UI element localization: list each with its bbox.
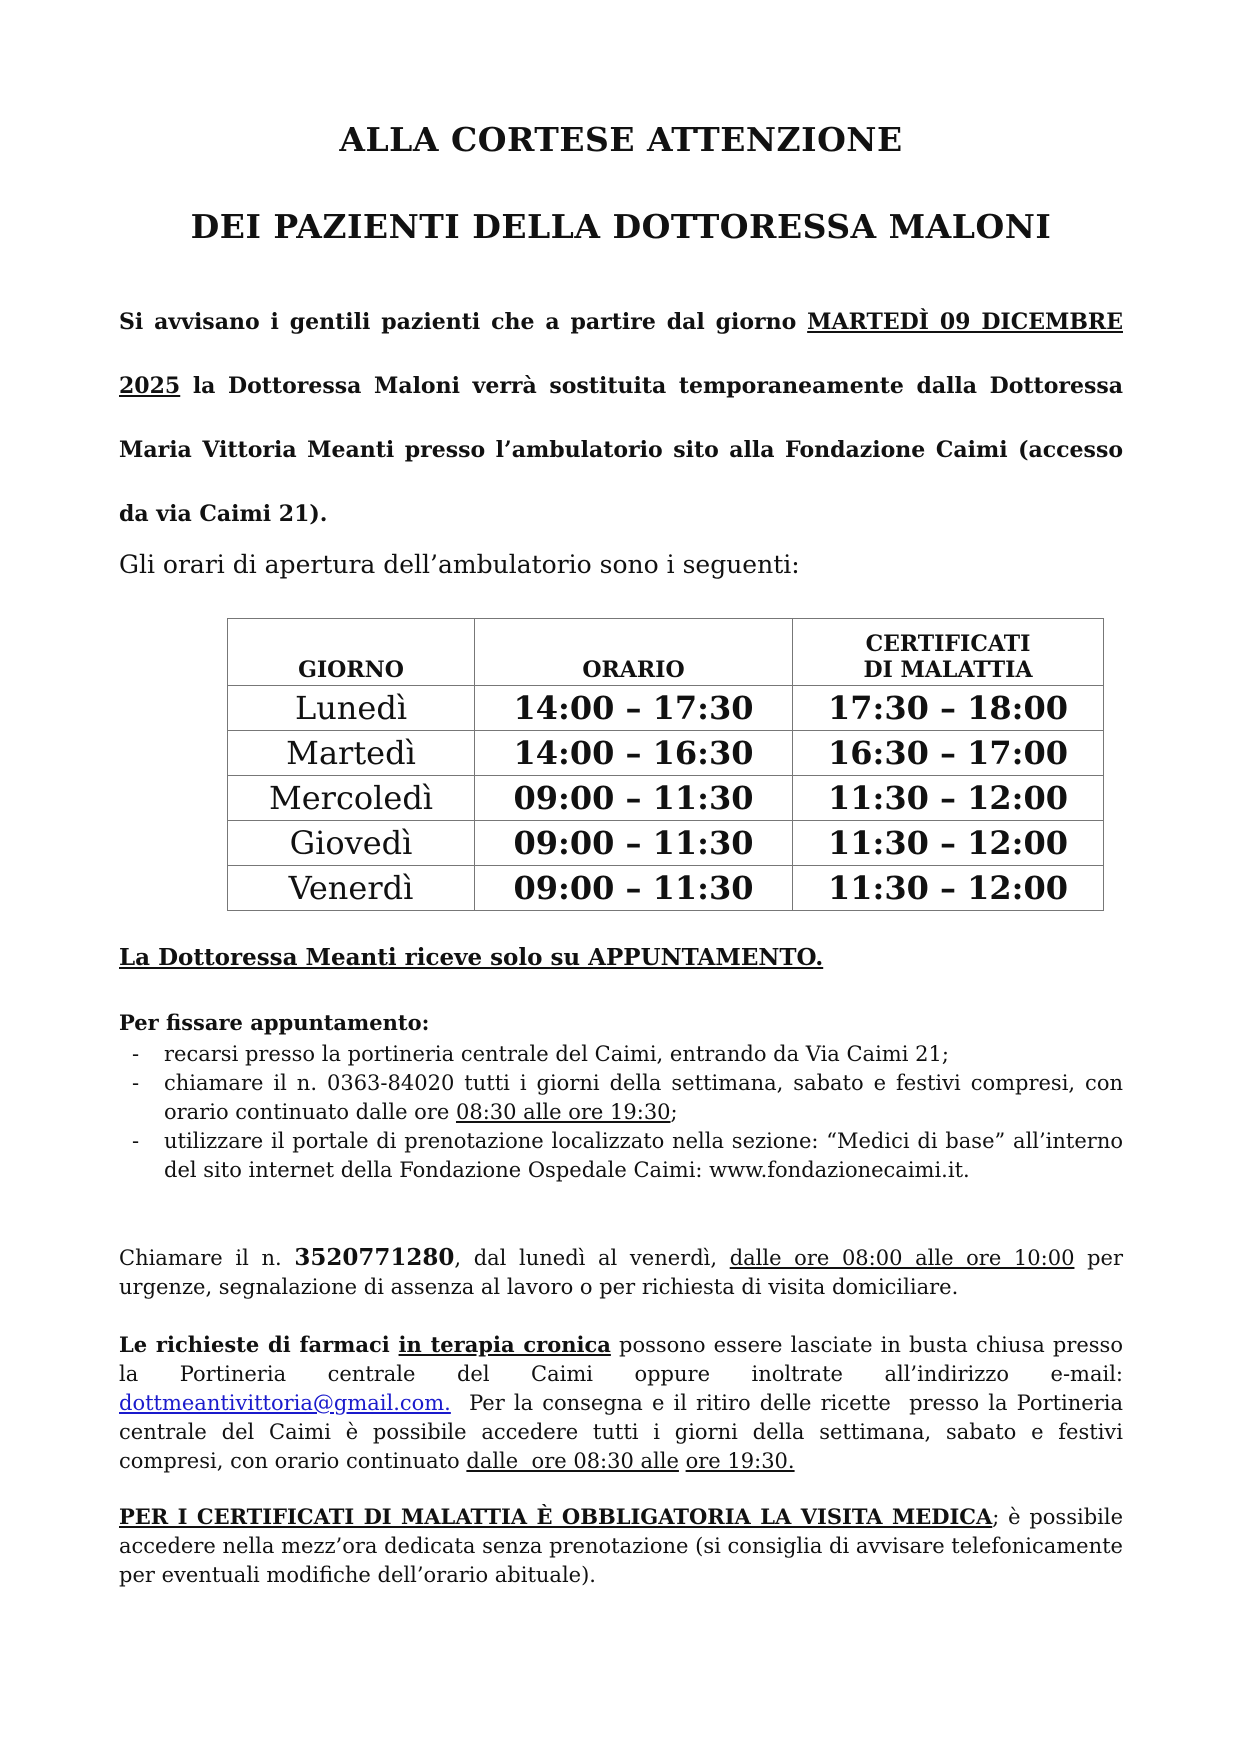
list-item (119, 1127, 1123, 1185)
list-item (119, 1069, 1123, 1127)
hours-intro: Gli orari di apertura dell’ambulatorio sono i seguenti: (119, 550, 800, 579)
booking-phone-hours: 08:30 alle ore 19:30 (455, 1100, 671, 1124)
list-item-suffix: ; (670, 1100, 678, 1124)
intro-text-2: la Dottoressa Maloni verrà sostituita temporaneamente dalla Dottoressa Maria Vittoria Meanti presso l’ambulatorio sito alla Fondazione Caimi (accesso da via Caimi 21). (119, 373, 1123, 527)
header-certificates (793, 619, 1104, 686)
list-item-text: chiamare il n. 0363-84020 tutti i giorni della settimana, sabato e festivi compresi, con orario continuato dalle ore (164, 1071, 1123, 1124)
cell-day: Mercoledì (228, 776, 475, 821)
urgent-phone: 3520771280 (294, 1244, 455, 1271)
cell-certificates: 17:30 – 18:00 (793, 686, 1104, 731)
urgent-text-2: , dal lunedì al venerdì, (454, 1246, 730, 1270)
prescriptions-bold: Le richieste di farmaci (119, 1332, 399, 1357)
appointment-notice: La Dottoressa Meanti riceve solo su APPUNTAMENTO. (119, 944, 824, 971)
cell-certificates: 11:30 – 12:00 (793, 776, 1104, 821)
table-header-row (228, 619, 1104, 686)
pickup-time-space (679, 1449, 686, 1473)
certificates-text: ; è possibile accedere nella mezz’ora dedicata senza prenotazione (si consiglia di avvisare telefonicamente per eventuali modifiche dell’orario abituale). (119, 1505, 1123, 1587)
intro-paragraph (119, 290, 1123, 546)
prescriptions-paragraph (119, 1330, 1130, 1476)
prescriptions-text-2: Per la consegna e il ritiro delle ricette presso la Portineria centrale del Caimi è possibile accedere tutti i giorni della settimana, sabato e festivi compresi, con orario continuato (119, 1391, 1130, 1473)
cell-hours: 09:00 – 11:30 (475, 866, 793, 911)
prescriptions-text-1: possono essere lasciate in busta chiusa presso la Portineria centrale del Caimi oppure inoltrate all’indirizzo e-mail: (119, 1333, 1123, 1386)
list-item-text: utilizzare il portale di prenotazione localizzato nella sezione: “Medici di base” all’interno del sito internet della Fondazione Ospedale Caimi: www.fondazionecaimi.it. (164, 1129, 1123, 1182)
dash-bullet: - (132, 1042, 140, 1066)
urgent-time: dalle ore 08:00 alle ore 10:00 (729, 1246, 1075, 1270)
header-certificates-line-1: CERTIFICATI (865, 631, 1031, 657)
table-row (228, 776, 1104, 821)
cell-certificates: 11:30 – 12:00 (793, 866, 1104, 911)
cell-certificates: 16:30 – 17:00 (793, 731, 1104, 776)
booking-list (119, 1040, 1123, 1185)
header-day: GIORNO (228, 619, 475, 686)
header-hours: ORARIO (475, 619, 793, 686)
table-row (228, 686, 1104, 731)
list-item-text: recarsi presso la portineria centrale del Caimi, entrando da Via Caimi 21; (164, 1042, 949, 1066)
urgent-text-1: Chiamare il n. (119, 1246, 295, 1270)
table-row (228, 866, 1104, 911)
cell-day: Giovedì (228, 821, 475, 866)
certificates-notice: PER I CERTIFICATI DI MALATTIA È OBBLIGATORIA LA VISITA MEDICA (119, 1504, 993, 1529)
dash-bullet: - (132, 1129, 140, 1153)
cell-day: Lunedì (228, 686, 475, 731)
email-link[interactable]: dottmeantivittoria@gmail.com. (119, 1391, 451, 1415)
urgent-paragraph (119, 1243, 1123, 1302)
header-certificates-line-2: DI MALATTIA (863, 657, 1033, 683)
list-item (119, 1040, 1123, 1069)
certificates-paragraph (119, 1502, 1123, 1590)
chronic-therapy: in terapia cronica (398, 1332, 611, 1357)
cell-day: Martedì (228, 731, 475, 776)
title-line-2: DEI PAZIENTI DELLA DOTTORESSA MALONI (190, 207, 1052, 246)
table-row (228, 731, 1104, 776)
title-line-1: ALLA CORTESE ATTENZIONE (339, 120, 903, 159)
opening-hours-table (227, 618, 1104, 911)
cell-certificates: 11:30 – 12:00 (793, 821, 1104, 866)
pickup-time-end: ore 19:30. (685, 1449, 795, 1473)
table-row (228, 821, 1104, 866)
cell-hours: 14:00 – 16:30 (475, 731, 793, 776)
urgent-text-3: per urgenze, segnalazione di assenza al lavoro o per richiesta di visita domiciliare. (119, 1246, 1123, 1299)
cell-hours: 09:00 – 11:30 (475, 821, 793, 866)
start-date: MARTEDÌ 09 DICEMBRE 2025 (119, 309, 1123, 399)
intro-text-1: Si avvisano i gentili pazienti che a partire dal giorno (119, 309, 808, 335)
cell-hours: 09:00 – 11:30 (475, 776, 793, 821)
cell-day: Venerdì (228, 866, 475, 911)
cell-hours: 14:00 – 17:30 (475, 686, 793, 731)
booking-heading: Per fissare appuntamento: (119, 1010, 430, 1035)
dash-bullet: - (132, 1071, 140, 1095)
pickup-time-start: dalle ore 08:30 alle (466, 1449, 679, 1473)
